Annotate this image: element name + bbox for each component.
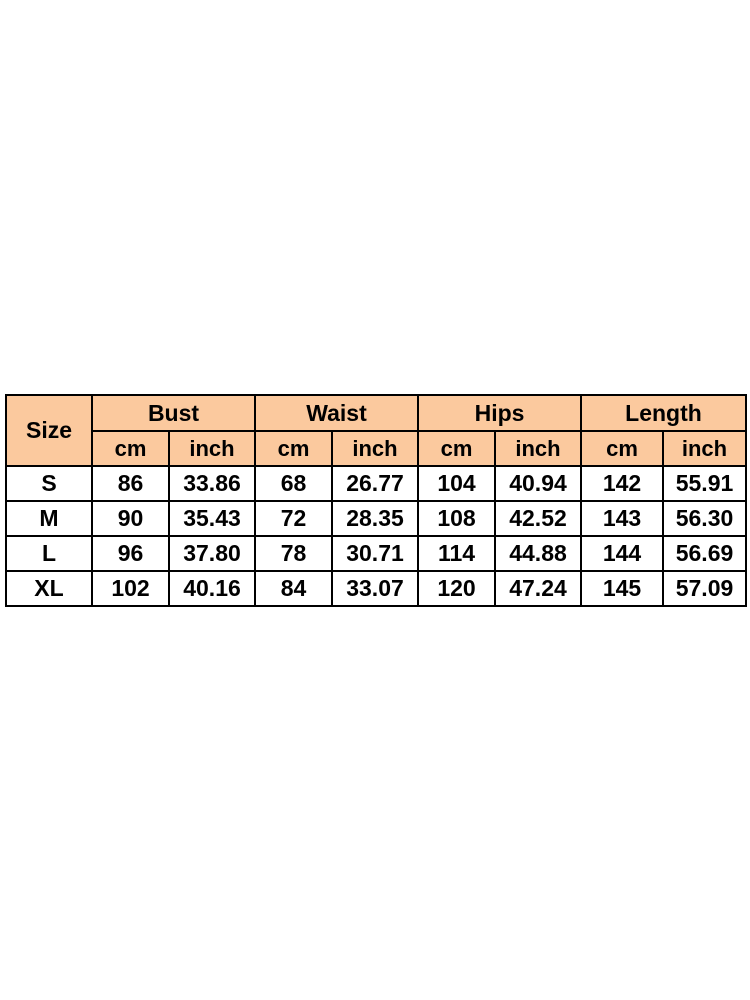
group-header-bust: Bust [92, 395, 255, 431]
table-cell: 33.07 [332, 571, 418, 606]
table-cell: 40.94 [495, 466, 581, 501]
header-row-units [6, 431, 746, 466]
table-cell: 90 [92, 501, 169, 536]
table-cell: 68 [255, 466, 332, 501]
header-row-groups [6, 395, 746, 431]
table-cell: 42.52 [495, 501, 581, 536]
table-cell: 72 [255, 501, 332, 536]
table-cell: 143 [581, 501, 663, 536]
table-cell: 78 [255, 536, 332, 571]
unit-header: cm [92, 431, 169, 466]
table-row [6, 536, 746, 571]
table-cell: 28.35 [332, 501, 418, 536]
table-cell: 56.30 [663, 501, 746, 536]
size-label: M [6, 501, 92, 536]
size-column-header: Size [6, 395, 92, 466]
table-cell: 37.80 [169, 536, 255, 571]
table-cell: 55.91 [663, 466, 746, 501]
unit-header: inch [663, 431, 746, 466]
table-cell: 84 [255, 571, 332, 606]
table-cell: 108 [418, 501, 495, 536]
unit-header: inch [332, 431, 418, 466]
table-cell: 26.77 [332, 466, 418, 501]
table-cell: 56.69 [663, 536, 746, 571]
table-cell: 104 [418, 466, 495, 501]
group-header-length: Length [581, 395, 746, 431]
table-cell: 30.71 [332, 536, 418, 571]
unit-header: cm [418, 431, 495, 466]
table-cell: 47.24 [495, 571, 581, 606]
table-cell: 57.09 [663, 571, 746, 606]
table-row [6, 571, 746, 606]
table-cell: 96 [92, 536, 169, 571]
unit-header: cm [581, 431, 663, 466]
table-cell: 33.86 [169, 466, 255, 501]
table-cell: 40.16 [169, 571, 255, 606]
table-cell: 144 [581, 536, 663, 571]
unit-header: inch [169, 431, 255, 466]
size-label: L [6, 536, 92, 571]
group-header-hips: Hips [418, 395, 581, 431]
group-header-waist: Waist [255, 395, 418, 431]
size-label: XL [6, 571, 92, 606]
table-cell: 114 [418, 536, 495, 571]
table-row [6, 466, 746, 501]
table-cell: 35.43 [169, 501, 255, 536]
table-row [6, 501, 746, 536]
table-cell: 86 [92, 466, 169, 501]
size-chart-table [5, 394, 747, 607]
table-cell: 120 [418, 571, 495, 606]
table-cell: 145 [581, 571, 663, 606]
size-label: S [6, 466, 92, 501]
table-cell: 44.88 [495, 536, 581, 571]
unit-header: inch [495, 431, 581, 466]
table-cell: 142 [581, 466, 663, 501]
unit-header: cm [255, 431, 332, 466]
table-cell: 102 [92, 571, 169, 606]
